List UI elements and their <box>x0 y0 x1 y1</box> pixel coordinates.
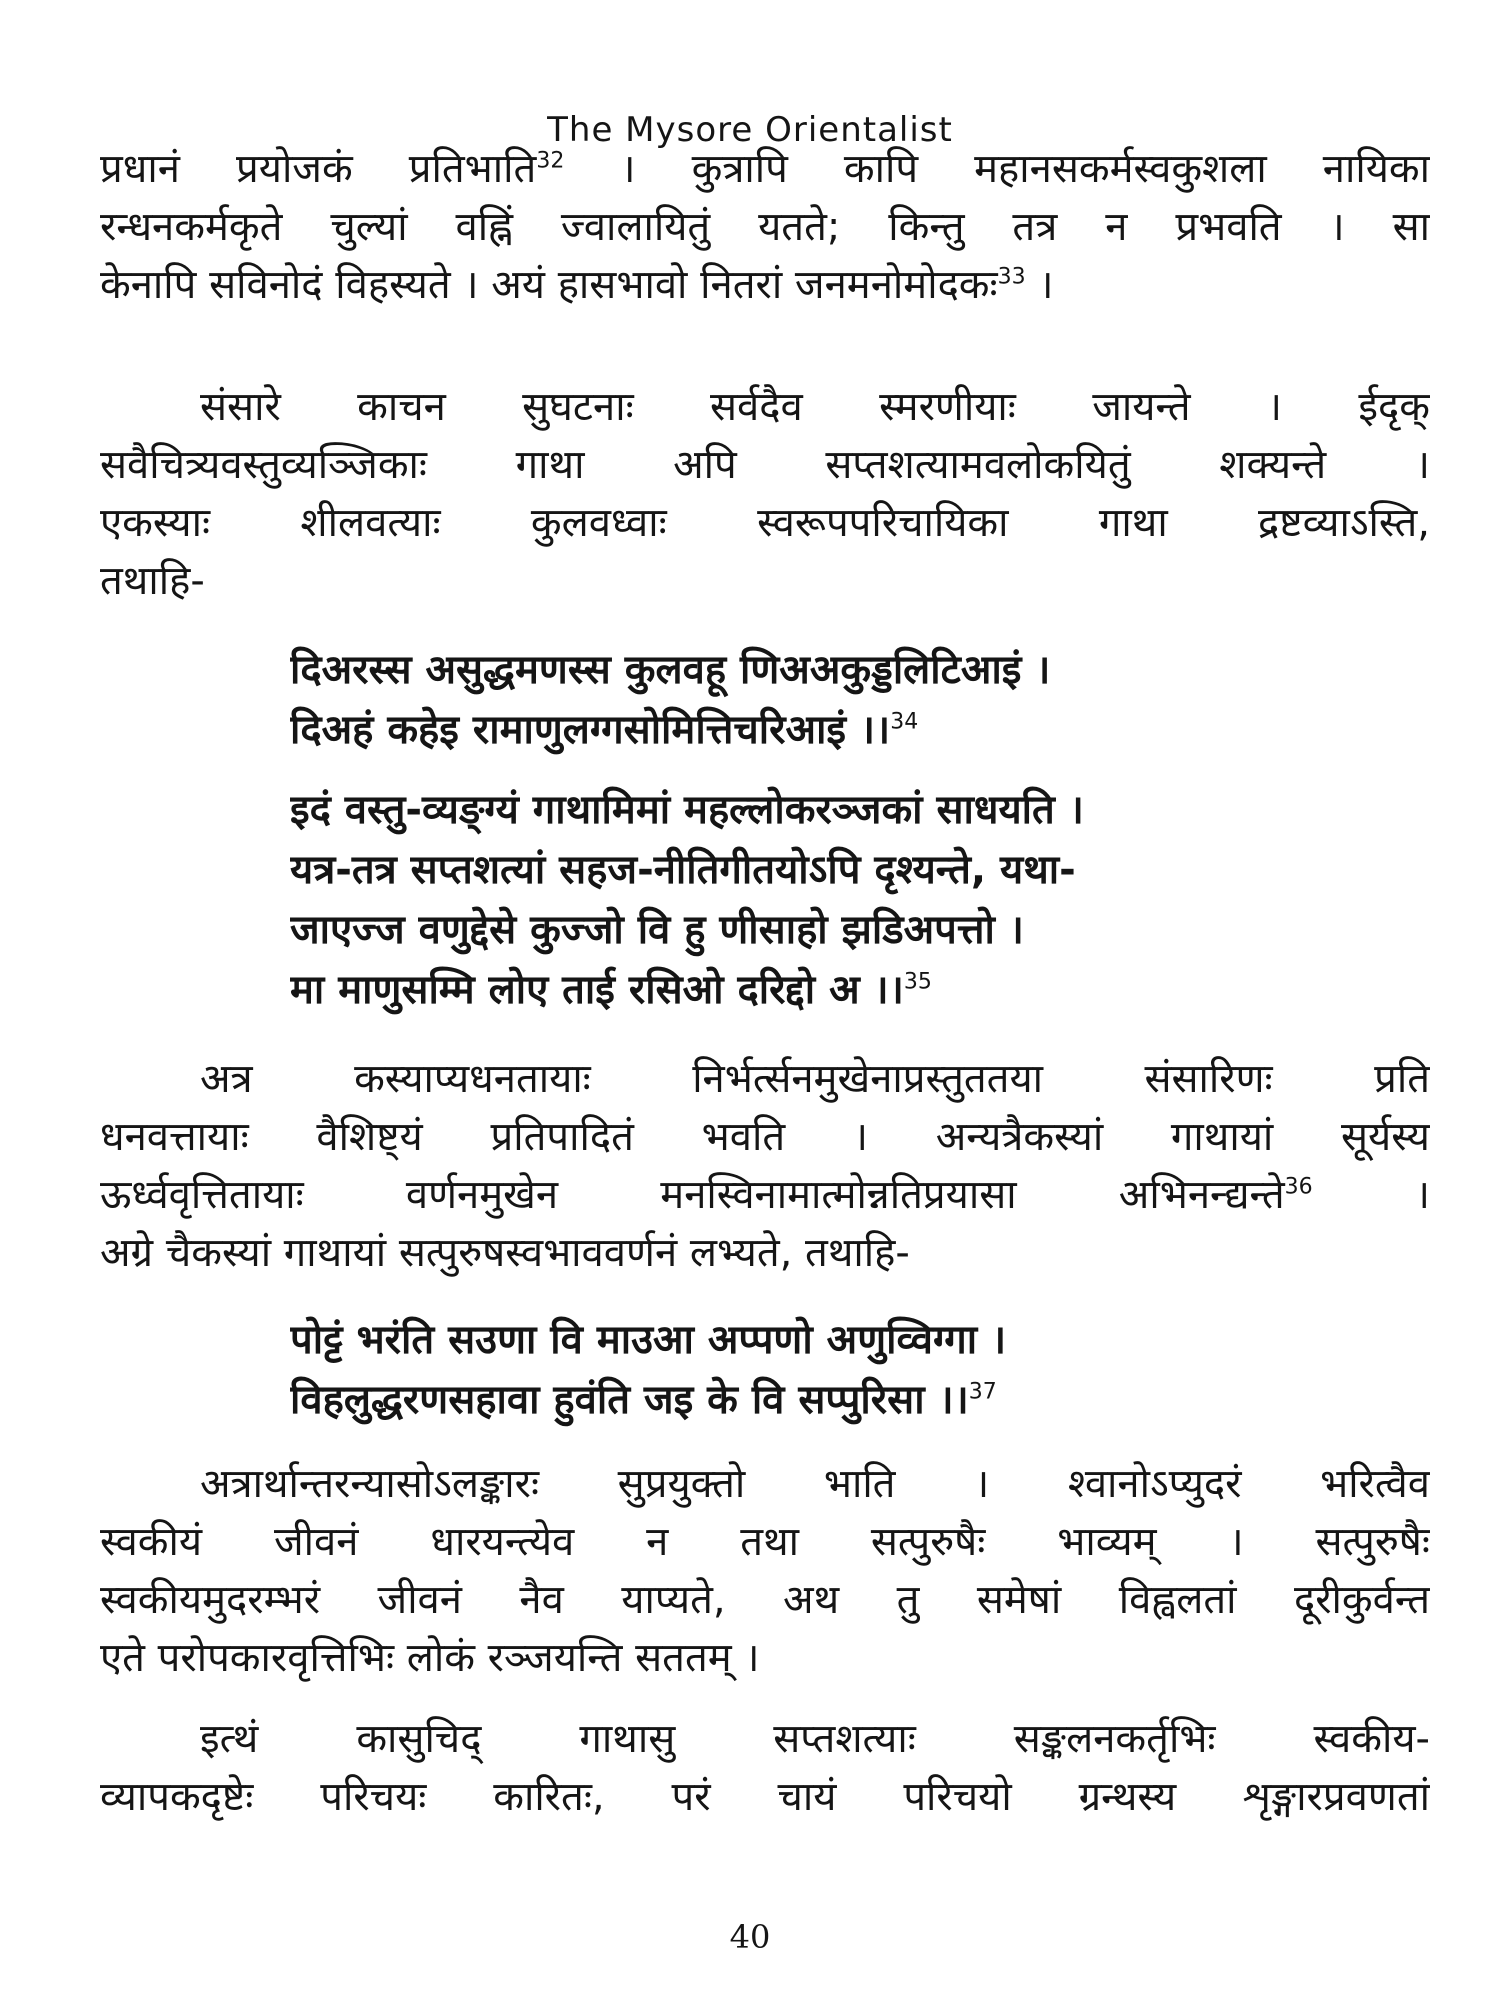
paragraph-3 <box>100 1050 1430 1282</box>
paragraph-1 <box>100 140 1430 314</box>
footnote-marker: 36 <box>1284 1174 1313 1200</box>
text-line: प्रधानं प्रयोजकं प्रतिभाति$^{32}$ । कुत्रापि कापि महानसकर्मस्वकुशला नायिका <box>100 146 1430 192</box>
text-line: स्वकीयमुदरम्भरं जीवनं नैव याप्यते, अथ तु समेषां विह्वलतां दूरीकुर्वन्त <box>100 1577 1430 1623</box>
page-number: 40 <box>729 1918 771 1956</box>
verse-line: दिअरस्स असुद्धमणस्स कुलवहू णिअअकुड्डलिटिआइं । <box>290 647 1051 693</box>
paragraph-5 <box>100 1710 1430 1826</box>
text-line: तथाहि- <box>100 558 205 604</box>
verse-line: पोट्टं भरंति सउणा वि माउआ अप्पणो अणुव्विग्गा । <box>290 1317 1007 1363</box>
verse-line: इदं वस्तु-व्यङ्ग्यं गाथामिमां महल्लोकरञ्जकां साधयति । <box>290 787 1084 833</box>
text-line: एकस्याः शीलवत्याः कुलवध्वाः स्वरूपपरिचायिका गाथा द्रष्टव्याऽस्ति, <box>100 500 1430 546</box>
verse-line: दिअहं कहेइ रामाणुलग्गसोमित्तिचरिआइं ।।$^{34}$ <box>290 707 919 753</box>
text-line: अत्रार्थान्तरन्यासोऽलङ्कारः सुप्रयुक्तो भाति । श्वानोऽप्युदरं भरित्वैव <box>200 1461 1430 1507</box>
footnote-marker: 32 <box>536 148 565 174</box>
footnote-marker: 37 <box>968 1379 997 1405</box>
verse-1 <box>290 640 1390 760</box>
text-line: केनापि सविनोदं विहस्यते । अयं हासभावो नितरां जनमनोमोदकः$^{33}$ । <box>100 262 1054 308</box>
text-line: ऊर्ध्ववृत्तितायाः वर्णनमुखेन मनस्विनामात्मोन्नतिप्रयासा अभिनन्द्यन्ते$^{36}$ । <box>100 1172 1430 1218</box>
text-line: अग्रे चैकस्यां गाथायां सत्पुरुषस्वभाववर्णनं लभ्यते, तथाहि- <box>100 1230 910 1276</box>
verse-line: यत्र-तत्र सप्तशत्यां सहज-नीतिगीतयोऽपि दृश्यन्ते, यथा- <box>290 847 1076 893</box>
text-line: एते परोपकारवृत्तिभिः लोकं रञ्जयन्ति सततम् । <box>100 1635 760 1681</box>
text-line: सवैचित्र्यवस्तुव्यञ्जिकाः गाथा अपि सप्तशत्यामवलोकयितुं शक्यन्ते । <box>100 442 1430 488</box>
verse-3 <box>290 1310 1390 1430</box>
verse-line: जाएज्ज वणुद्देसे कुज्जो वि हु णीसाहो झडिअपत्तो । <box>290 907 1024 953</box>
paragraph-4 <box>100 1455 1430 1687</box>
text-line: रन्धनकर्मकृते चुल्यां वह्निं ज्वालायितुं यतते; किन्तु तत्र न प्रभवति । सा <box>100 204 1430 250</box>
running-header: The Mysore Orientalist <box>547 110 953 150</box>
paragraph-2 <box>100 378 1430 610</box>
text-line: अत्र कस्याप्यधनतायाः निर्भर्त्सनमुखेनाप्रस्तुततया संसारिणः प्रति <box>200 1056 1430 1102</box>
verse-2 <box>290 780 1390 1020</box>
footnote-marker: 33 <box>997 264 1026 290</box>
text-line: व्यापकदृष्टेः परिचयः कारितः, परं चायं परिचयो ग्रन्थस्य शृङ्गारप्रवणतां <box>100 1774 1430 1820</box>
footnote-marker: 35 <box>903 969 932 995</box>
text-line: स्वकीयं जीवनं धारयन्त्येव न तथा सत्पुरुषैः भाव्यम् । सत्पुरुषैः <box>100 1519 1430 1565</box>
footnote-marker: 34 <box>890 709 919 735</box>
verse-line: मा माणुसम्मि लोए ताई रसिओ दरिद्दो अ ।।$^{35}$ <box>290 967 932 1013</box>
text-line: इत्थं कासुचिद् गाथासु सप्तशत्याः सङ्कलनकर्तृभिः स्वकीय- <box>200 1716 1430 1762</box>
text-line: संसारे काचन सुघटनाः सर्वदैव स्मरणीयाः जायन्ते । ईदृक् <box>200 384 1430 430</box>
verse-line: विहलुद्धरणसहावा हुवंति जइ के वि सप्पुरिसा ।।$^{37}$ <box>290 1377 997 1423</box>
text-line: धनवत्तायाः वैशिष्ट्यं प्रतिपादितं भवति । अन्यत्रैकस्यां गाथायां सूर्यस्य <box>100 1114 1430 1160</box>
